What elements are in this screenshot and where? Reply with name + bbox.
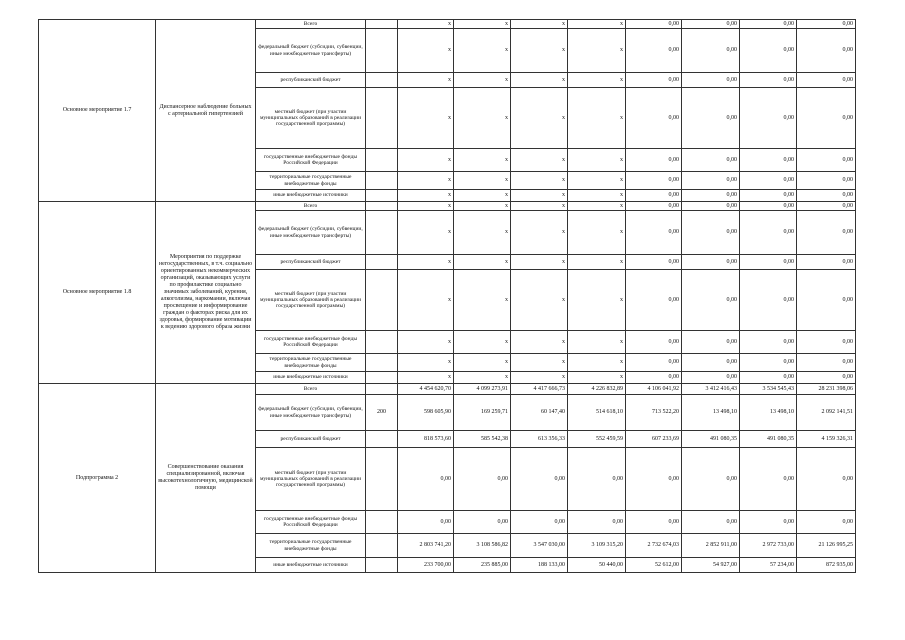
amount-cell: 0,00 — [740, 20, 797, 29]
amount-cell: 0,00 — [797, 255, 856, 270]
amount-cell: x — [568, 331, 626, 354]
amount-cell: x — [568, 354, 626, 372]
budget-code-cell — [366, 534, 398, 558]
amount-cell: x — [511, 73, 568, 88]
amount-cell: 4 106 041,92 — [626, 384, 682, 395]
amount-cell: x — [454, 255, 511, 270]
amount-cell: 13 498,10 — [682, 395, 740, 431]
amount-cell: x — [454, 372, 511, 384]
amount-cell: 0,00 — [797, 88, 856, 149]
amount-cell: 21 126 995,25 — [797, 534, 856, 558]
amount-cell: 0,00 — [626, 88, 682, 149]
amount-cell: 60 147,40 — [511, 395, 568, 431]
amount-cell: 0,00 — [797, 270, 856, 331]
amount-cell: x — [454, 88, 511, 149]
amount-cell: 552 459,59 — [568, 431, 626, 448]
amount-cell: 0,00 — [797, 202, 856, 211]
amount-cell: 0,00 — [740, 255, 797, 270]
amount-cell: 0,00 — [682, 190, 740, 202]
amount-cell: x — [454, 149, 511, 172]
amount-cell: x — [398, 331, 454, 354]
amount-cell: 235 885,00 — [454, 558, 511, 573]
amount-cell: x — [398, 372, 454, 384]
amount-cell: x — [511, 270, 568, 331]
amount-cell: 0,00 — [626, 270, 682, 331]
amount-cell: 585 542,38 — [454, 431, 511, 448]
amount-cell: 2 852 911,00 — [682, 534, 740, 558]
amount-cell: 0,00 — [682, 255, 740, 270]
funding-source-cell: иные внебюджетные источники — [256, 372, 366, 384]
amount-cell: 0,00 — [626, 73, 682, 88]
amount-cell: 0,00 — [797, 149, 856, 172]
amount-cell: x — [398, 20, 454, 29]
budget-code-cell — [366, 20, 398, 29]
budget-code-cell — [366, 431, 398, 448]
amount-cell: x — [398, 149, 454, 172]
amount-cell: 0,00 — [511, 511, 568, 534]
funding-source-cell: иные внебюджетные источники — [256, 558, 366, 573]
budget-code-cell — [366, 73, 398, 88]
funding-source-cell: местный бюджет (при участии муниципальных образований в реализации государственной программы) — [256, 88, 366, 149]
budget-code-cell — [366, 29, 398, 73]
amount-cell: 0,00 — [398, 448, 454, 511]
amount-cell: x — [511, 202, 568, 211]
amount-cell: 54 927,00 — [682, 558, 740, 573]
amount-cell: 0,00 — [626, 354, 682, 372]
amount-cell: x — [568, 270, 626, 331]
amount-cell: x — [568, 73, 626, 88]
budget-code-cell — [366, 172, 398, 190]
amount-cell: 0,00 — [740, 172, 797, 190]
amount-cell: x — [568, 149, 626, 172]
amount-cell: 52 612,00 — [626, 558, 682, 573]
amount-cell: x — [511, 172, 568, 190]
budget-table — [38, 19, 856, 573]
budget-code-cell — [366, 558, 398, 573]
amount-cell: x — [511, 190, 568, 202]
budget-code-cell — [366, 354, 398, 372]
program-name-cell: Основное мероприятие 1.7 — [39, 20, 156, 202]
table-row — [39, 20, 856, 29]
amount-cell: 0,00 — [740, 354, 797, 372]
amount-cell: 598 605,90 — [398, 395, 454, 431]
amount-cell: 0,00 — [682, 20, 740, 29]
budget-code-cell — [366, 211, 398, 255]
amount-cell: 872 935,00 — [797, 558, 856, 573]
amount-cell: x — [454, 354, 511, 372]
amount-cell: x — [454, 190, 511, 202]
funding-source-cell: местный бюджет (при участии муниципальных образований в реализации государственной программы) — [256, 270, 366, 331]
amount-cell: 0,00 — [797, 20, 856, 29]
amount-cell: 0,00 — [682, 448, 740, 511]
amount-cell: 0,00 — [797, 29, 856, 73]
amount-cell: x — [398, 190, 454, 202]
amount-cell: 0,00 — [626, 255, 682, 270]
program-name-cell: Основное мероприятие 1.8 — [39, 202, 156, 384]
program-description-cell: Диспансерное наблюдение больных с артериальной гипертензией — [156, 20, 256, 202]
budget-code-cell — [366, 372, 398, 384]
amount-cell: x — [398, 211, 454, 255]
amount-cell: 0,00 — [626, 29, 682, 73]
amount-cell: 491 080,35 — [740, 431, 797, 448]
amount-cell: 233 700,00 — [398, 558, 454, 573]
amount-cell: 4 226 832,89 — [568, 384, 626, 395]
amount-cell: 0,00 — [682, 172, 740, 190]
amount-cell: x — [398, 255, 454, 270]
amount-cell: x — [454, 73, 511, 88]
funding-source-cell: федеральный бюджет (субсидии, субвенции, иные межбюджетные трансферты) — [256, 395, 366, 431]
amount-cell: x — [454, 331, 511, 354]
amount-cell: 0,00 — [626, 172, 682, 190]
amount-cell: 0,00 — [398, 511, 454, 534]
funding-source-cell: государственные внебюджетные фонды Российской Федерации — [256, 511, 366, 534]
amount-cell: x — [568, 372, 626, 384]
funding-source-cell: Всего — [256, 20, 366, 29]
amount-cell: 0,00 — [682, 354, 740, 372]
funding-source-cell: республиканский бюджет — [256, 73, 366, 88]
amount-cell: x — [511, 149, 568, 172]
budget-code-cell — [366, 190, 398, 202]
amount-cell: 0,00 — [797, 73, 856, 88]
amount-cell: 0,00 — [740, 190, 797, 202]
amount-cell: 0,00 — [797, 190, 856, 202]
amount-cell: 0,00 — [740, 202, 797, 211]
amount-cell: 0,00 — [568, 448, 626, 511]
amount-cell: 0,00 — [626, 149, 682, 172]
budget-code-cell — [366, 202, 398, 211]
amount-cell: 50 440,00 — [568, 558, 626, 573]
amount-cell: x — [511, 255, 568, 270]
funding-source-cell: государственные внебюджетные фонды Российской Федерации — [256, 149, 366, 172]
amount-cell: 3 109 315,20 — [568, 534, 626, 558]
amount-cell: x — [568, 255, 626, 270]
amount-cell: x — [511, 211, 568, 255]
amount-cell: 0,00 — [682, 73, 740, 88]
amount-cell: x — [398, 29, 454, 73]
budget-code-cell — [366, 149, 398, 172]
funding-source-cell: иные внебюджетные источники — [256, 190, 366, 202]
amount-cell: 0,00 — [740, 29, 797, 73]
funding-source-cell: Всего — [256, 202, 366, 211]
amount-cell: 169 259,71 — [454, 395, 511, 431]
amount-cell: 0,00 — [740, 331, 797, 354]
amount-cell: 0,00 — [682, 29, 740, 73]
amount-cell: x — [454, 211, 511, 255]
budget-code-cell — [366, 448, 398, 511]
amount-cell: 818 573,60 — [398, 431, 454, 448]
amount-cell: 0,00 — [797, 511, 856, 534]
amount-cell: 0,00 — [740, 372, 797, 384]
amount-cell: 0,00 — [682, 270, 740, 331]
amount-cell: 0,00 — [568, 511, 626, 534]
amount-cell: x — [511, 372, 568, 384]
amount-cell: x — [568, 29, 626, 73]
amount-cell: x — [454, 270, 511, 331]
amount-cell: x — [398, 202, 454, 211]
funding-source-cell: территориальные государственные внебюджетные фонды — [256, 534, 366, 558]
amount-cell: 4 159 326,31 — [797, 431, 856, 448]
amount-cell: 13 498,10 — [740, 395, 797, 431]
amount-cell: x — [511, 88, 568, 149]
amount-cell: 0,00 — [682, 88, 740, 149]
amount-cell: x — [454, 202, 511, 211]
amount-cell: 713 522,20 — [626, 395, 682, 431]
amount-cell: 0,00 — [740, 149, 797, 172]
funding-source-cell: федеральный бюджет (субсидии, субвенции, иные межбюджетные трансферты) — [256, 29, 366, 73]
budget-code-cell — [366, 511, 398, 534]
amount-cell: 4 417 666,73 — [511, 384, 568, 395]
amount-cell: 0,00 — [626, 190, 682, 202]
amount-cell: 0,00 — [740, 511, 797, 534]
table-row — [39, 202, 856, 211]
amount-cell: x — [454, 20, 511, 29]
table-body — [39, 20, 856, 573]
amount-cell: x — [398, 354, 454, 372]
budget-code-cell — [366, 384, 398, 395]
amount-cell: 0,00 — [626, 372, 682, 384]
funding-source-cell: Всего — [256, 384, 366, 395]
budget-code-cell — [366, 331, 398, 354]
amount-cell: 0,00 — [626, 211, 682, 255]
amount-cell: 0,00 — [626, 202, 682, 211]
amount-cell: x — [398, 172, 454, 190]
funding-source-cell: федеральный бюджет (субсидии, субвенции, иные межбюджетные трансферты) — [256, 211, 366, 255]
funding-source-cell: государственные внебюджетные фонды Российской Федерации — [256, 331, 366, 354]
amount-cell: 2 092 141,51 — [797, 395, 856, 431]
amount-cell: 0,00 — [626, 448, 682, 511]
funding-source-cell: республиканский бюджет — [256, 431, 366, 448]
amount-cell: 0,00 — [682, 211, 740, 255]
amount-cell: 0,00 — [626, 20, 682, 29]
amount-cell: x — [511, 20, 568, 29]
amount-cell: 0,00 — [797, 331, 856, 354]
amount-cell: 0,00 — [797, 354, 856, 372]
amount-cell: 0,00 — [797, 211, 856, 255]
amount-cell: 0,00 — [740, 211, 797, 255]
amount-cell: 0,00 — [511, 448, 568, 511]
amount-cell: x — [511, 331, 568, 354]
amount-cell: x — [454, 172, 511, 190]
amount-cell: 514 618,10 — [568, 395, 626, 431]
program-name-cell: Подпрограмма 2 — [39, 384, 156, 573]
amount-cell: 0,00 — [682, 372, 740, 384]
amount-cell: 28 231 398,06 — [797, 384, 856, 395]
amount-cell: 3 534 545,43 — [740, 384, 797, 395]
amount-cell: 0,00 — [740, 270, 797, 331]
funding-source-cell: территориальные государственные внебюджетные фонды — [256, 172, 366, 190]
amount-cell: x — [568, 88, 626, 149]
table-row — [39, 384, 856, 395]
amount-cell: 0,00 — [682, 202, 740, 211]
amount-cell: x — [568, 190, 626, 202]
amount-cell: 188 133,00 — [511, 558, 568, 573]
budget-code-cell: 200 — [366, 395, 398, 431]
amount-cell: 2 803 741,20 — [398, 534, 454, 558]
amount-cell: 3 547 030,00 — [511, 534, 568, 558]
amount-cell: 0,00 — [797, 172, 856, 190]
amount-cell: x — [568, 202, 626, 211]
amount-cell: 4 454 620,70 — [398, 384, 454, 395]
amount-cell: 0,00 — [797, 372, 856, 384]
funding-source-cell: местный бюджет (при участии муниципальных образований в реализации государственной программы) — [256, 448, 366, 511]
amount-cell: 0,00 — [740, 73, 797, 88]
amount-cell: 2 732 674,03 — [626, 534, 682, 558]
amount-cell: 3 108 586,82 — [454, 534, 511, 558]
program-description-cell: Мероприятия по поддержке негосударственных, в т.ч. социально ориентированных некоммерческих организаций, оказывающих услуги по профилактике социально значимых заболеваний, курения, алкоголизма, наркомании, включая просвещение и информирование граждан о факторах риска для их здоровья, формирование мотивации к ведению здорового образа жизни — [156, 202, 256, 384]
amount-cell: 0,00 — [682, 149, 740, 172]
amount-cell: 0,00 — [626, 511, 682, 534]
amount-cell: 3 412 416,43 — [682, 384, 740, 395]
amount-cell: x — [568, 172, 626, 190]
amount-cell: 0,00 — [682, 331, 740, 354]
amount-cell: x — [398, 270, 454, 331]
amount-cell: 4 099 273,91 — [454, 384, 511, 395]
funding-source-cell: республиканский бюджет — [256, 255, 366, 270]
amount-cell: 0,00 — [740, 88, 797, 149]
amount-cell: x — [454, 29, 511, 73]
amount-cell: 613 356,33 — [511, 431, 568, 448]
amount-cell: x — [568, 20, 626, 29]
amount-cell: 2 972 733,00 — [740, 534, 797, 558]
amount-cell: 491 080,35 — [682, 431, 740, 448]
funding-source-cell: территориальные государственные внебюджетные фонды — [256, 354, 366, 372]
amount-cell: 0,00 — [454, 511, 511, 534]
amount-cell: x — [568, 211, 626, 255]
budget-code-cell — [366, 270, 398, 331]
amount-cell: x — [398, 73, 454, 88]
amount-cell: 607 233,69 — [626, 431, 682, 448]
amount-cell: 0,00 — [740, 448, 797, 511]
amount-cell: 0,00 — [797, 448, 856, 511]
amount-cell: 0,00 — [454, 448, 511, 511]
amount-cell: 0,00 — [682, 511, 740, 534]
amount-cell: 57 234,00 — [740, 558, 797, 573]
amount-cell: x — [398, 88, 454, 149]
amount-cell: x — [511, 354, 568, 372]
budget-code-cell — [366, 255, 398, 270]
amount-cell: 0,00 — [626, 331, 682, 354]
budget-code-cell — [366, 88, 398, 149]
program-description-cell: Совершенствование оказания специализированной, включая высокотехнологичную, медицинской помощи — [156, 384, 256, 573]
amount-cell: x — [511, 29, 568, 73]
